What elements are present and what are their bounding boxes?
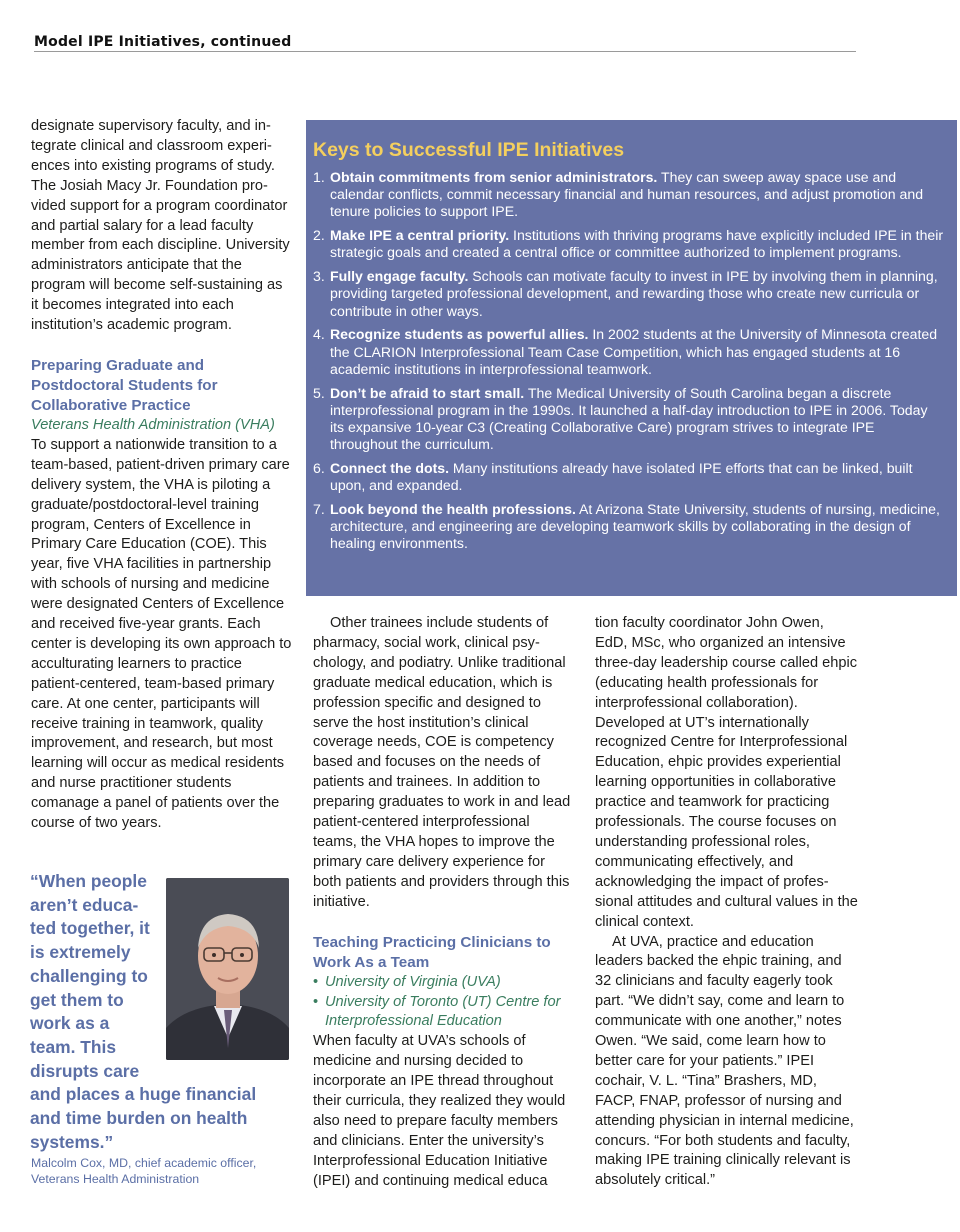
key-text: Institutions with thriving programs have explicitly included IPE in their strategic goals and created a central office or committee authorized to implement programs.: [330, 227, 944, 261]
key-item: [313, 385, 945, 454]
key-number: 6.: [313, 460, 325, 477]
pull-quote-part1: “When people aren’t educated together, it is extremely challenging to get them to work as a team. This disrupts care: [30, 871, 150, 1081]
portrait-photo: [166, 878, 289, 1060]
institution-list: [313, 973, 575, 1033]
key-number: 3.: [313, 268, 325, 285]
key-text: Many institutions already have isolated IPE efforts that can be linked, built upon, and expanded.: [330, 460, 913, 494]
subhead-vha: Veterans Health Administration (VHA): [31, 416, 275, 433]
quote-attribution: Malcolm Cox, MD, chief academic officer, Veterans Health Administration: [31, 1156, 257, 1186]
key-text: At Arizona State University, students of nursing, medicine, architecture, and engineering are developing teamwork skills by collaborating in the design of healing environments.: [330, 501, 940, 552]
key-number: 1.: [313, 169, 325, 185]
key-number: 2.: [313, 227, 325, 244]
key-item: [313, 326, 945, 378]
vha-paragraph: To support a nationwide transition to a team-based, patient-driven primary care delivery system, the VHA is piloting a graduate/postdoctoral-level training program, Centers of Excellence in Primary Care Education (COE). This year, five VHA facilities in partnership with schools of nursing and medicine were designated Centers of Excellence and received five-year grants. Each center is developing its own approach to acculturating learners to practice patient-centered, team-based primary care. At one center, participants will receive training in teamwork, quality improvement, and research, but most learning will occur as medical residents and nurse practitioner students comanage a panel of patients over the course of two years.: [31, 436, 292, 832]
key-lead: Look beyond the health professions.: [330, 501, 576, 518]
page-header: [34, 35, 856, 52]
uva-paragraph: When faculty at UVA’s schools of medicine and nursing decided to incorporate an IPE thread throughout their curricula, they realized they would also need to prepare faculty members and clinicians. Enter the university’s Interprofessional Education Initiative (IPEI) and continuing medical educa: [313, 1033, 566, 1189]
pull-quote-part2: and places a huge financial and time burden on health systems.”: [30, 1084, 257, 1152]
key-text: Schools can motivate faculty to invest in IPE by involving them in planning, providing targeted professional development, and rewarding those who create new curricula or contribute in other ways.: [330, 268, 938, 319]
trainees-paragraph: Other trainees include students of pharmacy, social work, clinical psychology, and podiatry. Unlike traditional graduate medical education, which is profession specific and designed to serve the host institution’s clinical coverage needs, COE is competency based and focuses on the needs of patients and trainees. In addition to preparing graduates to work in and lead patient-centered interprofessional teams, the VHA hopes to improve the primary care delivery experience for both patients and providers through this initiative.: [313, 615, 571, 910]
keys-list: [313, 169, 945, 553]
key-item: [313, 227, 945, 261]
key-number: 5.: [313, 384, 325, 401]
key-text: They can sweep away space use and calendar conflicts, commit necessary financial and human resources, and adjust promotion and tenure policies to support IPE.: [330, 169, 924, 220]
key-number: 4.: [313, 326, 325, 343]
key-item: [313, 460, 945, 494]
keys-sidebar-box: [306, 120, 957, 596]
key-lead: Don’t be afraid to start small.: [330, 384, 525, 401]
key-number: 7.: [313, 501, 325, 518]
key-lead: Recognize students as powerful allies.: [330, 326, 589, 343]
key-lead: Connect the dots.: [330, 460, 450, 477]
column-middle: [313, 614, 575, 1192]
key-lead: Fully engage faculty.: [330, 268, 469, 285]
key-text: The Medical University of South Carolina began a discrete interprofessional program in the 1990s. It launched a half-day introduction to IPE in 2006. Today its expansive 10-year C3 (Creating Collaborative Care) program strives to integrate IPE throughout the curriculum.: [330, 384, 928, 453]
intro-paragraph: designate supervisory faculty, and integrate clinical and classroom experiences into existing programs of study. The Josiah Macy Jr. Foundation provided support for a program coordinator and partial salary for a lead faculty member from each discipline. University administrators anticipate that the program will become self-sustaining as it becomes integrated into each institution’s academic program.: [31, 118, 290, 334]
list-item: • University of Virginia (UVA): [313, 973, 575, 993]
column-left: [31, 117, 293, 834]
column-right: [595, 614, 860, 1191]
keys-title: Keys to Successful IPE Initiatives: [313, 139, 625, 161]
portrait-illustration: [166, 878, 289, 1060]
ehpic-paragraph: tion faculty coordinator John Owen, EdD, MSc, who organized an intensive three-day leadership course called ehpic (educating health professionals for interprofessional collaboration). Developed at UT’s internationally recognized Centre for Interprofessional Education, ehpic provides experiential learning opportunities in collaborative practice and teamwork for practicing professionals. The course focuses on understanding professional roles, communicating effectively, and acknowledging the impact of professional attitudes and cultural values in the clinical context.: [595, 615, 858, 930]
running-head: Model IPE Initiatives, continued: [34, 34, 292, 50]
section-heading-clinicians: Teaching Practicing Clinicians to Work As a Team: [313, 933, 551, 971]
key-text: In 2002 students at the University of Minnesota created the CLARION Interprofessional Team Case Competition, which has engaged students at 16 academic institutions in interprofessional teamwork.: [330, 326, 938, 377]
key-lead: Obtain commitments from senior administrators.: [330, 169, 658, 185]
key-item: [313, 268, 945, 320]
section-heading-graduate: Preparing Graduate and Postdoctoral Students for Collaborative Practice: [31, 356, 218, 414]
key-item: [313, 169, 945, 221]
key-lead: Make IPE a central priority.: [330, 227, 510, 244]
key-item: [313, 501, 945, 553]
uva-training-paragraph: At UVA, practice and education leaders backed the ehpic training, and 32 clinicians and faculty eagerly took part. “We didn’t say, come and learn to communicate with one another,” notes Owen. “We said, come learn how to better care for your patients.” IPEI cochair, V. L. “Tina” Brashers, MD, FACP, FNAP, professor of nursing and attending physician in internal medicine, concurs. “For both students and faculty, making IPE training clinically relevant is absolutely critical.”: [595, 933, 854, 1189]
list-item: • University of Toronto (UT) Centre for Interprofessional Education: [313, 993, 575, 1033]
